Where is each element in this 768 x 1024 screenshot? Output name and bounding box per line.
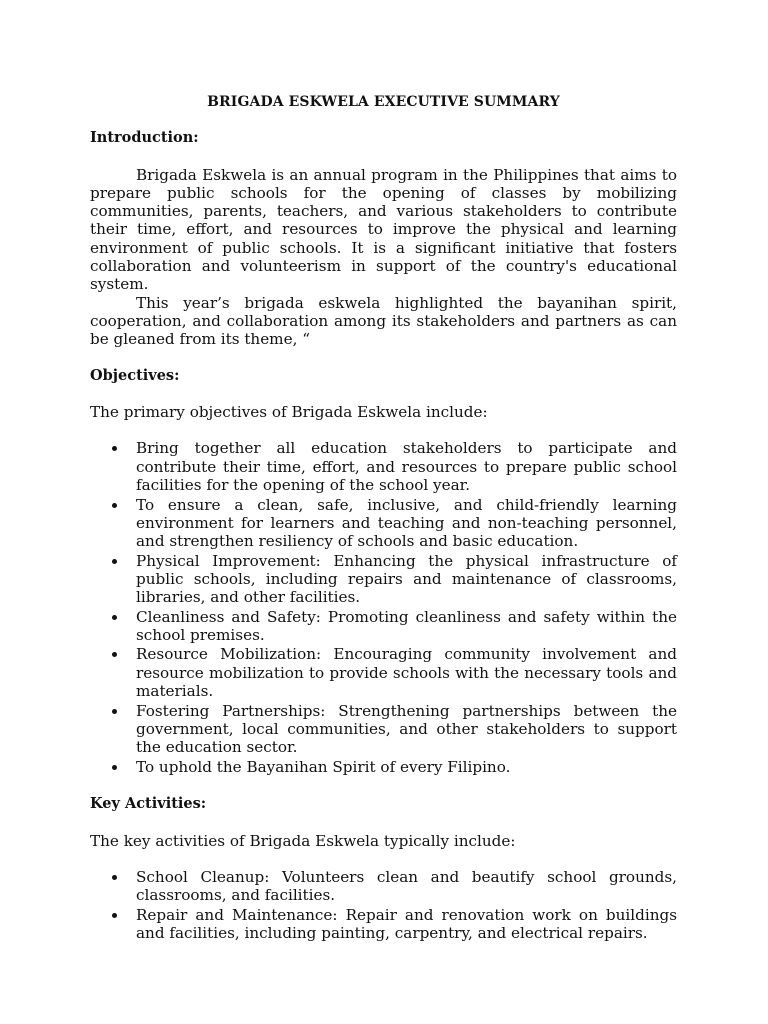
bullet-icon [112,652,117,657]
list-item [90,645,677,700]
bullet-icon [112,709,117,714]
list-item-text: School Cleanup: Volunteers clean and beautify school grounds, classrooms, and facilities. [136,868,677,905]
bullet-icon [112,615,117,620]
list-item [90,608,677,645]
bullet-icon [112,503,117,508]
document-title: BRIGADA ESKWELA EXECUTIVE SUMMARY [207,94,560,110]
bullet-icon [112,765,117,770]
bullet-icon [112,875,117,880]
list-item-text: Bring together all education stakeholders to participate and contribute their time, effort, and resources to prepare public school facilities for the opening of the school year. [136,439,677,495]
list-item-text: Physical Improvement: Enhancing the physical infrastructure of public schools, including repairs and maintenance of classrooms, libraries, and other facilities. [136,551,677,607]
list-item-text: Repair and Maintenance: Repair and renovation work on buildings and facilities, including painting, carpentry, and electrical repairs. [136,905,677,943]
introduction-paragraph-2: This year’s brigada eskwela highlighted the bayanihan spirit, cooperation, and collaboration among its stakeholders and partners as can be gleaned from its theme, “ [90,293,677,349]
key-activities-list [90,868,677,942]
list-item-text: To uphold the Bayanihan Spirit of every Filipino. [136,757,511,776]
list-item-text: To ensure a clean, safe, inclusive, and child-friendly learning environment for learners and teaching and non-teaching personnel, and strengthen resiliency of schools and basic education. [136,495,677,551]
list-item-text: Cleanliness and Safety: Promoting cleanliness and safety within the school premises. [136,607,677,644]
objectives-list [90,439,677,775]
list-item [90,906,677,943]
list-item [90,868,677,905]
list-item [90,758,677,776]
key-activities-lead: The key activities of Brigada Eskwela typically include: [90,831,516,850]
bullet-icon [112,559,117,564]
introduction-heading: Introduction: [90,129,199,147]
list-item-text: Resource Mobilization: Encouraging community involvement and resource mobilization to provide schools with the necessary tools and materials. [136,645,677,701]
objectives-lead: The primary objectives of Brigada Eskwela include: [90,403,488,422]
list-item-text: Fostering Partnerships: Strengthening partnerships between the government, local communities, and other stakeholders to support the education sector. [136,701,677,757]
list-item [90,702,677,757]
list-item [90,496,677,551]
list-item [90,439,677,494]
objectives-heading: Objectives: [90,366,180,384]
bullet-icon [112,446,117,451]
document-page [90,93,677,944]
bullet-icon [112,913,117,918]
introduction-paragraph-1: Brigada Eskwela is an annual program in the Philippines that aims to prepare public schools for the opening of classes by mobilizing communities, parents, teachers, and various stakeholders to contribute their time, effort, and resources to improve the physical and learning environment of public schools. It is a significant initiative that fosters collaboration and volunteerism in support of the country's educational system. [90,165,677,294]
list-item [90,552,677,607]
key-activities-heading: Key Activities: [90,795,207,813]
